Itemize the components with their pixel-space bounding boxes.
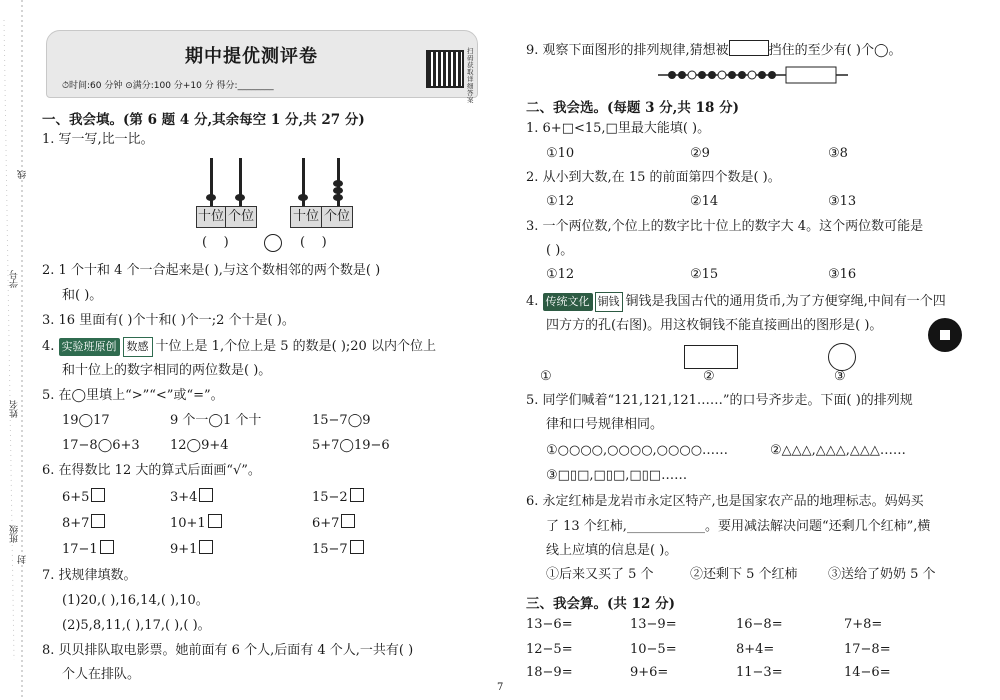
q1-text: 1. 写一写,比一比。	[42, 132, 154, 147]
s2q2-text: 2. 从小到大数,在 15 的前面第四个数是( )。	[526, 170, 781, 185]
s2q6-line3: 线上应填的信息是( )。	[546, 543, 678, 558]
exam-meta: ⏱时间:60 分钟 ⊙满分:100 分+10 分 得分:________	[62, 81, 274, 91]
q5-item: 17−8◯6+3	[62, 438, 140, 453]
compare-circle[interactable]	[264, 234, 282, 252]
s2q6-line2: 了 13 个红柿,____________。要用减法解决问题“还剩几个红柿”,横	[546, 519, 931, 534]
option[interactable]: ③16	[828, 267, 857, 282]
section2-heading: 二、我会选。(每题 3 分,共 18 分)	[526, 100, 739, 116]
q5-item: 12◯9+4	[170, 438, 229, 453]
abacus-tens-label: 十位	[196, 206, 226, 228]
q6-item: 10+1	[170, 514, 224, 533]
student-id-label: 学号	[10, 270, 20, 288]
q6-item: 8+7	[62, 514, 107, 533]
option[interactable]: ②15	[690, 267, 719, 282]
s2q3-line2: ( )。	[546, 243, 574, 258]
coin-icon	[928, 318, 962, 352]
q9-line: 9. 观察下面图形的排列规律,猜想被 挡住的至少有( )个◯。	[526, 40, 902, 60]
q6-text: 6. 在得数比 12 大的算式后面画“√”。	[42, 463, 261, 478]
calc-item: 13−6=	[526, 617, 573, 632]
page-title: 期中提优测评卷	[185, 46, 318, 67]
rectangle-shape	[684, 345, 738, 369]
q4-text: 十位上是 1,个位上是 5 的数是( );20 以内个位上	[155, 339, 436, 354]
option[interactable]: ②△△△,△△△,△△△……	[770, 443, 906, 458]
option[interactable]: ③8	[828, 146, 848, 161]
q4-tag2: 数感	[123, 337, 153, 357]
q4-line2: 和十位上的数字相同的两位数是( )。	[62, 363, 272, 378]
page-number: 7	[497, 682, 504, 693]
calc-item: 12−5=	[526, 642, 573, 657]
abacus-ones-label: 个位	[321, 206, 353, 228]
option[interactable]: ①10	[546, 146, 575, 161]
check-box[interactable]	[199, 488, 213, 502]
option[interactable]: ③送给了奶奶 5 个	[828, 567, 936, 582]
class-label: 班级	[10, 525, 20, 543]
cover-box	[729, 40, 769, 56]
q6-item: 15−7	[312, 540, 366, 559]
qr-label: 扫码获取详细答案	[467, 47, 474, 104]
s2q4-tag2: 铜钱	[595, 292, 623, 312]
section1-heading: 一、我会填。(第 6 题 4 分,其余每空 1 分,共 27 分)	[42, 112, 365, 128]
s2q1-text: 1. 6+□<15,□里最大能填( )。	[526, 121, 711, 136]
circle-shape	[828, 343, 856, 371]
check-box[interactable]	[100, 540, 114, 554]
option[interactable]: ②14	[690, 194, 719, 209]
q7-text: 7. 找规律填数。	[42, 568, 137, 583]
student-name-label: 姓名	[10, 400, 20, 418]
calc-item: 17−8=	[844, 642, 891, 657]
q2-line1: 2. 1 个十和 4 个一合起来是( ),与这个数相邻的两个数是( )	[42, 263, 381, 278]
q6-item: 6+7	[312, 514, 357, 533]
check-box[interactable]	[199, 540, 213, 554]
q5-item: 15−7◯9	[312, 413, 371, 428]
binding-mark-line: 线	[18, 170, 28, 179]
calc-item: 10−5=	[630, 642, 677, 657]
calc-item: 11−3=	[736, 665, 783, 680]
check-box[interactable]	[208, 514, 222, 528]
q4-line1: 4. 实验班原创 数感 十位上是 1,个位上是 5 的数是( );20 以内个位上	[42, 337, 436, 357]
q1-blank-left: ( )	[202, 235, 229, 250]
q6-item: 9+1	[170, 540, 215, 559]
q7-part2: (2)5,8,11,( ),17,( ),( )。	[62, 618, 211, 633]
s2q4-line1: 4. 传统文化 铜钱 铜钱是我国古代的通用货币,为了方便穿绳,中间有一个四	[526, 292, 946, 312]
q5-item: 5+7◯19−6	[312, 438, 390, 453]
q4-tag: 实验班原创	[59, 338, 120, 356]
option[interactable]: ③	[834, 369, 846, 384]
option[interactable]: ②9	[690, 146, 710, 161]
s2q5-line2: 律和口号规律相同。	[546, 417, 664, 432]
option[interactable]: ③□▯□,□▯□,□▯□……	[546, 468, 688, 483]
section3-heading: 三、我会算。(共 12 分)	[526, 596, 675, 612]
binding-dashes	[0, 0, 30, 700]
abacus-ones-label: 个位	[225, 206, 257, 228]
s2q4-tag: 传统文化	[543, 293, 593, 311]
check-box[interactable]	[350, 540, 364, 554]
check-box[interactable]	[350, 488, 364, 502]
q7-part1: (1)20,( ),16,14,( ),10。	[62, 593, 209, 608]
q8-line1: 8. 贝贝排队取电影票。她前面有 6 个人,后面有 4 个人,一共有( )	[42, 643, 414, 658]
qr-code-icon[interactable]	[426, 50, 464, 88]
option[interactable]: ②	[703, 369, 715, 384]
calc-item: 9+6=	[630, 665, 669, 680]
option[interactable]: ①12	[546, 194, 575, 209]
option[interactable]: ①	[540, 369, 552, 384]
s2q3-line1: 3. 一个两位数,个位上的数字比十位上的数字大 4。这个两位数可能是	[526, 219, 924, 234]
abacus-tens-label: 十位	[290, 206, 322, 228]
q6-item: 17−1	[62, 540, 116, 559]
s2q4-line2: 四方方的孔(右图)。用这枚铜钱不能直接画出的图形是( )。	[546, 318, 883, 333]
option[interactable]: ③13	[828, 194, 857, 209]
calc-item: 14−6=	[844, 665, 891, 680]
check-box[interactable]	[91, 488, 105, 502]
check-box[interactable]	[341, 514, 355, 528]
q1-blank-right: ( )	[300, 235, 327, 250]
bead-pattern	[658, 64, 848, 86]
calc-item: 7+8=	[844, 617, 883, 632]
binding-strip	[0, 0, 30, 700]
option[interactable]: ①12	[546, 267, 575, 282]
calc-item: 13−9=	[630, 617, 677, 632]
calc-item: 16−8=	[736, 617, 783, 632]
option[interactable]: ②还剩下 5 个红柿	[690, 567, 798, 582]
q5-item: 19◯17	[62, 413, 110, 428]
q5-item: 9 个一◯1 个十	[170, 413, 262, 428]
q8-line2: 个人在排队。	[62, 667, 141, 682]
q6-item: 3+4	[170, 488, 215, 507]
q5-text: 5. 在◯里填上“>”“<”或“=”。	[42, 388, 224, 403]
q3-text: 3. 16 里面有( )个十和( )个一;2 个十是( )。	[42, 313, 295, 328]
q2-line2: 和( )。	[62, 288, 103, 303]
check-box[interactable]	[91, 514, 105, 528]
option[interactable]: ①后来又买了 5 个	[546, 567, 654, 582]
calc-item: 8+4=	[736, 642, 775, 657]
s2q5-line1: 5. 同学们喊着“121,121,121……”的口号齐步走。下面( )的排列规	[526, 393, 913, 408]
binding-mark-seal: 封	[18, 555, 28, 564]
q6-item: 15−2	[312, 488, 366, 507]
q6-item: 6+5	[62, 488, 107, 507]
s2q6-line1: 6. 永定红柿是龙岩市永定区特产,也是国家农产品的地理标志。妈妈买	[526, 494, 924, 509]
calc-item: 18−9=	[526, 665, 573, 680]
option[interactable]: ①○○○○,○○○○,○○○○……	[546, 443, 729, 458]
